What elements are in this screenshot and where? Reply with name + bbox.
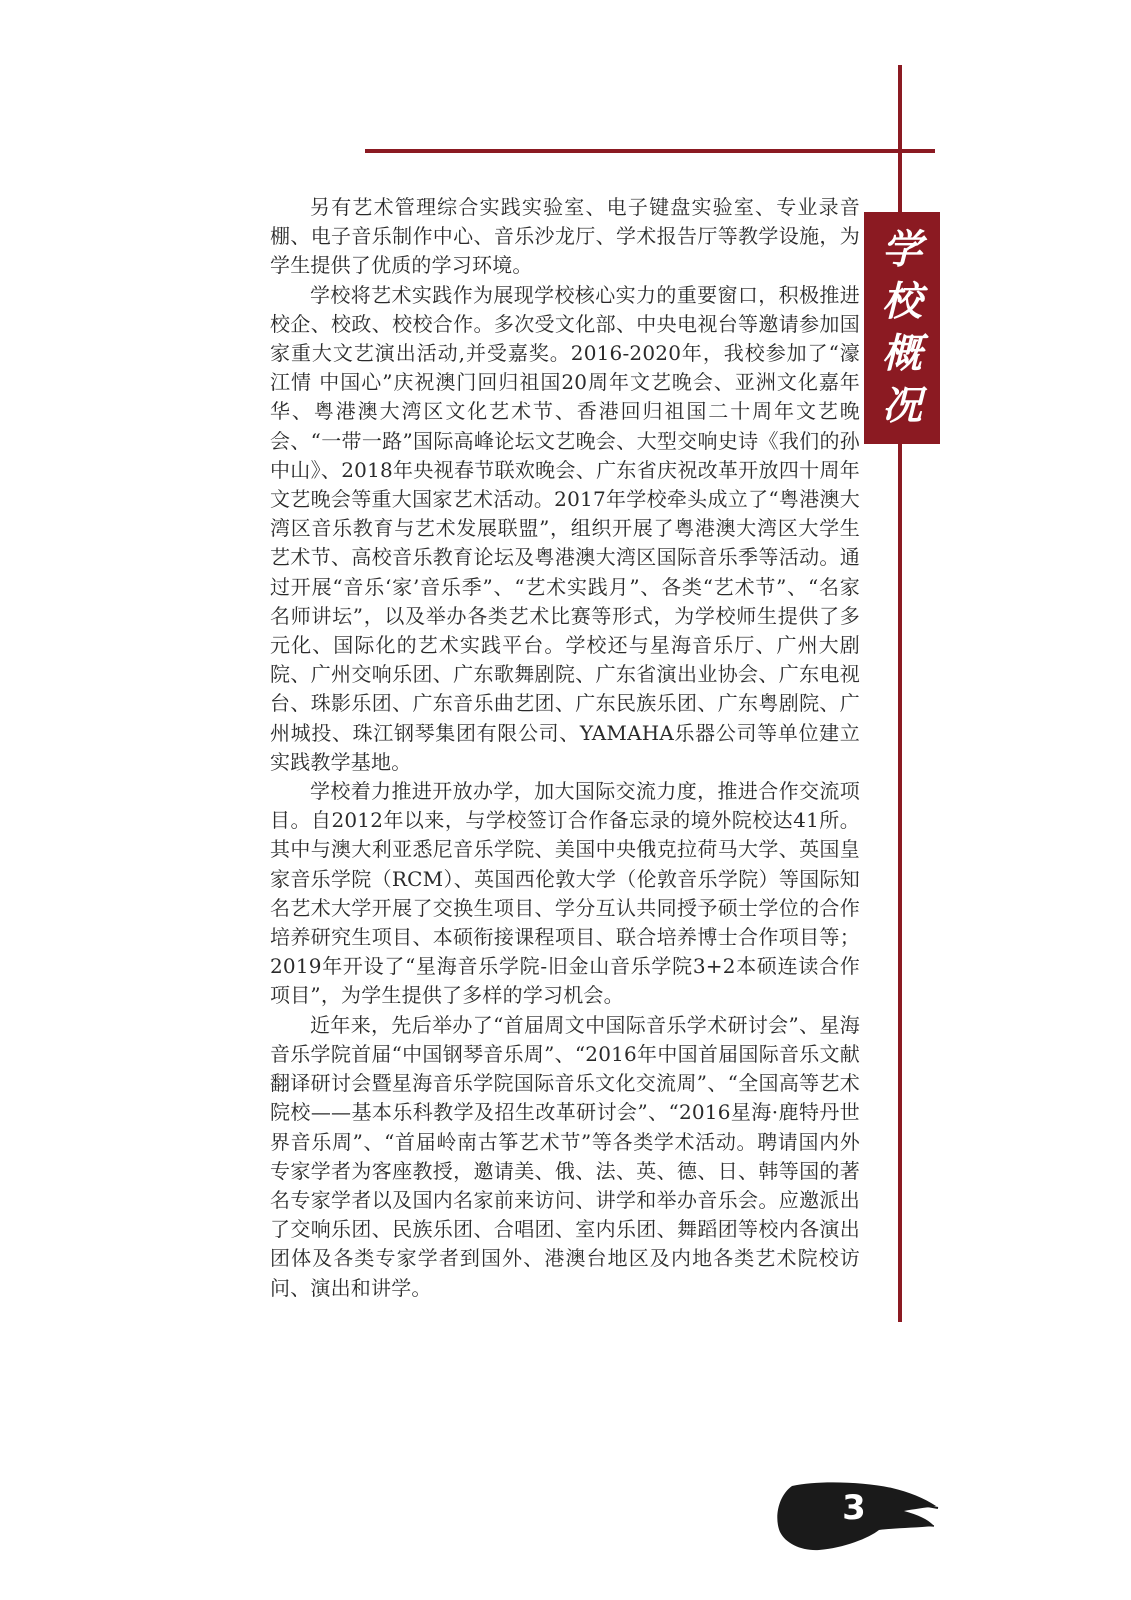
section-tab-char-3: 概 [882, 330, 922, 377]
section-tab [864, 212, 940, 444]
page-number: 3 [842, 1488, 866, 1528]
page-number-mark [774, 1478, 939, 1554]
paragraph-3: 学校着力推进开放办学，加大国际交流力度，推进合作交流项目。自2012年以来，与学校签订合作备忘录的境外院校达41所。其中与澳大利亚悉尼音乐学院、美国中央俄克拉荷马大学、英国皇家音乐学院（RCM）、英国西伦敦大学（伦敦音乐学院）等国际知名艺术大学开展了交换生项目、学分互认共同授予硕士学位的合作培养研究生项目、本硕衔接课程项目、联合培养博士合作项目等；2019年开设了“星海音乐学院-旧金山音乐学院3+2本硕连读合作项目”，为学生提供了多样的学习机会。 [270, 779, 860, 1008]
horizontal-rule [365, 149, 935, 153]
section-tab-char-1: 学 [882, 226, 922, 273]
section-tab-char-4: 况 [882, 382, 922, 429]
body-text [270, 193, 860, 1303]
paragraph-4: 近年来，先后举办了“首届周文中国际音乐学术研讨会”、星海音乐学院首届“中国钢琴音乐周”、“2016年中国首届国际音乐文献翻译研讨会暨星海音乐学院国际音乐文化交流周”、“全国高等艺术院校——基本乐科教学及招生改革研讨会”、“2016星海·鹿特丹世界音乐周”、“首届岭南古筝艺术节”等各类学术活动。聘请国内外专家学者为客座教授，邀请美、俄、法、英、德、日、韩等国的著名专家学者以及国内名家前来访问、讲学和举办音乐会。应邀派出了交响乐团、民族乐团、合唱团、室内乐团、舞蹈团等校内各演出团体及各类专家学者到国外、港澳台地区及内地各类艺术院校访问、演出和讲学。 [270, 1012, 860, 1300]
paragraph-2: 学校将艺术实践作为展现学校核心实力的重要窗口，积极推进校企、校政、校校合作。多次受文化部、中央电视台等邀请参加国家重大文艺演出活动,并受嘉奖。2016-2020年，我校参加了“濠江情 中国心”庆祝澳门回归祖国20周年文艺晚会、亚洲文化嘉年华、粤港澳大湾区文化艺术节、香港回归祖国二十周年文艺晚会、“一带一路”国际高峰论坛文艺晚会、大型交响史诗《我们的孙中山》、2018年央视春节联欢晚会、广东省庆祝改革开放四十周年文艺晚会等重大国家艺术活动。2017年学校牵头成立了“粤港澳大湾区音乐教育与艺术发展联盟”，组织开展了粤港澳大湾区大学生艺术节、高校音乐教育论坛及粤港澳大湾区国际音乐季等活动。通过开展“音乐‘家’音乐季”、“艺术实践月”、各类“艺术节”、“名家名师讲坛”，以及举办各类艺术比赛等形式，为学校师生提供了多元化、国际化的艺术实践平台。学校还与星海音乐厅、广州大剧院、广州交响乐团、广东歌舞剧院、广东省演出业协会、广东电视台、珠影乐团、广东音乐曲艺团、广东民族乐团、广东粤剧院、广州城投、珠江钢琴集团有限公司、YAMAHA乐器公司等单位建立实践教学基地。 [270, 282, 860, 774]
section-tab-char-2: 校 [882, 278, 922, 325]
paragraph-1: 另有艺术管理综合实践实验室、电子键盘实验室、专业录音棚、电子音乐制作中心、音乐沙龙厅、学术报告厅等教学设施，为学生提供了优质的学习环境。 [270, 195, 860, 278]
